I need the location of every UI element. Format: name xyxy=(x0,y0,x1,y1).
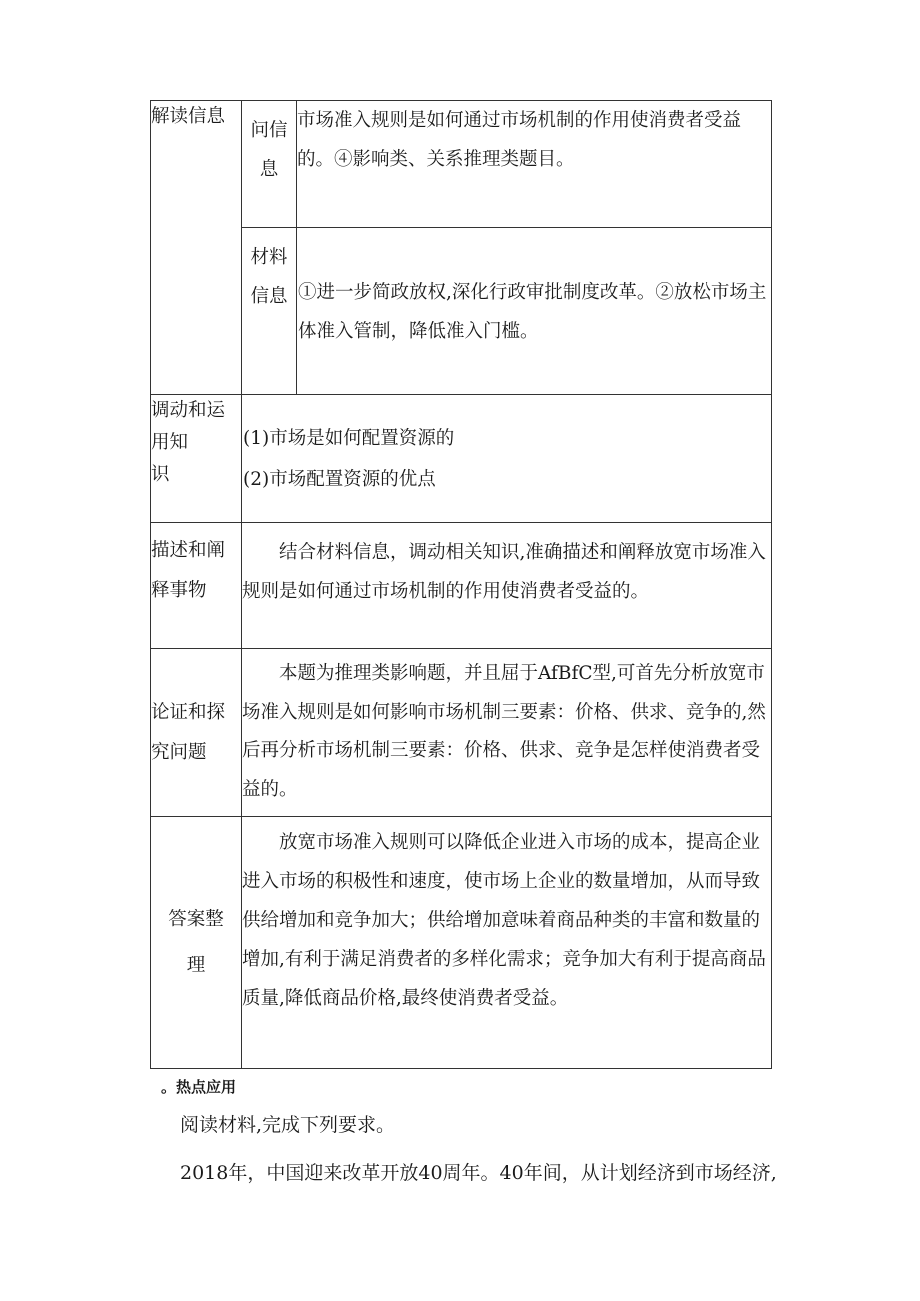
row-label xyxy=(151,395,242,523)
cell-content: 本题为推理类影响题，并且屈于AfBfC型,可首先分析放宽市场准入规则是如何影响市场机制三要素：价格、供求、竞争的,然后再分析市场机制三要素：价格、供求、竞争是怎样使消费者受益的。 xyxy=(242,649,772,817)
table-row xyxy=(151,101,772,228)
table-row xyxy=(151,817,772,1069)
row-label-line: 论证和探 xyxy=(151,701,226,723)
table-row xyxy=(151,649,772,817)
row-label-line: 识 xyxy=(151,464,170,485)
row-label xyxy=(151,817,242,1069)
sub-label-line: 信息 xyxy=(250,286,288,307)
cell-text: ①进一步简政放权,深化行政审批制度改革。②放松市场主体准入管制，降低准入门槛。 xyxy=(298,282,767,342)
row-label-line: 究问题 xyxy=(151,741,207,763)
cell-content xyxy=(242,395,772,523)
cell-content xyxy=(297,228,772,395)
sub-label-line: 问信 xyxy=(250,120,288,141)
cell-content: 放宽市场准入规则可以降低企业进入市场的成本，提高企业进入市场的积极性和速度，使市场上企业的数量增加，从而导致供给增加和竞争加大；供给增加意味着商品种类的丰富和数量的增加,有利于满足消费者的多样化需求；竞争加大有利于提高商品质量,降低商品价格,最终使消费者受益。 xyxy=(242,817,772,1069)
cell-content: 结合材料信息，调动相关知识,准确描述和阐释放宽市场准入规则是如何通过市场机制的作用使消费者受益的。 xyxy=(242,523,772,649)
table-row xyxy=(151,395,772,523)
row-label-line: 用知 xyxy=(151,432,189,453)
row-label-line: 描述和阐 xyxy=(151,540,226,561)
table-row xyxy=(151,228,772,395)
sub-label xyxy=(242,101,297,228)
sub-label-line: 材料 xyxy=(250,247,288,268)
row-label-line: 释事物 xyxy=(151,580,207,601)
row-label-text: 解读信息 xyxy=(151,106,226,127)
knowledge-item: (1)市场是如何配置资源的 xyxy=(243,428,455,449)
knowledge-item: (2)市场配置资源的优点 xyxy=(243,469,436,490)
row-label xyxy=(151,101,242,395)
row-label xyxy=(151,523,242,649)
section-heading: 。热点应用 xyxy=(161,1078,237,1096)
cell-content: 市场准入规则是如何通过市场机制的作用使消费者受益的。④影响类、关系推理类题目。 xyxy=(297,101,772,228)
analysis-table xyxy=(150,100,772,1069)
paragraph: 2018年，中国迎来改革开放40周年。40年间，从计划经济到市场经济, xyxy=(180,1162,777,1184)
table-row xyxy=(151,523,772,649)
paragraph: 阅读材料,完成下列要求。 xyxy=(180,1114,396,1136)
row-label-line: 答案整 xyxy=(168,908,224,930)
sub-label xyxy=(242,228,297,395)
sub-label-line: 息 xyxy=(259,159,279,180)
row-label-line: 调动和运 xyxy=(151,400,226,421)
row-label-line: 理 xyxy=(186,954,206,976)
row-label xyxy=(151,649,242,817)
